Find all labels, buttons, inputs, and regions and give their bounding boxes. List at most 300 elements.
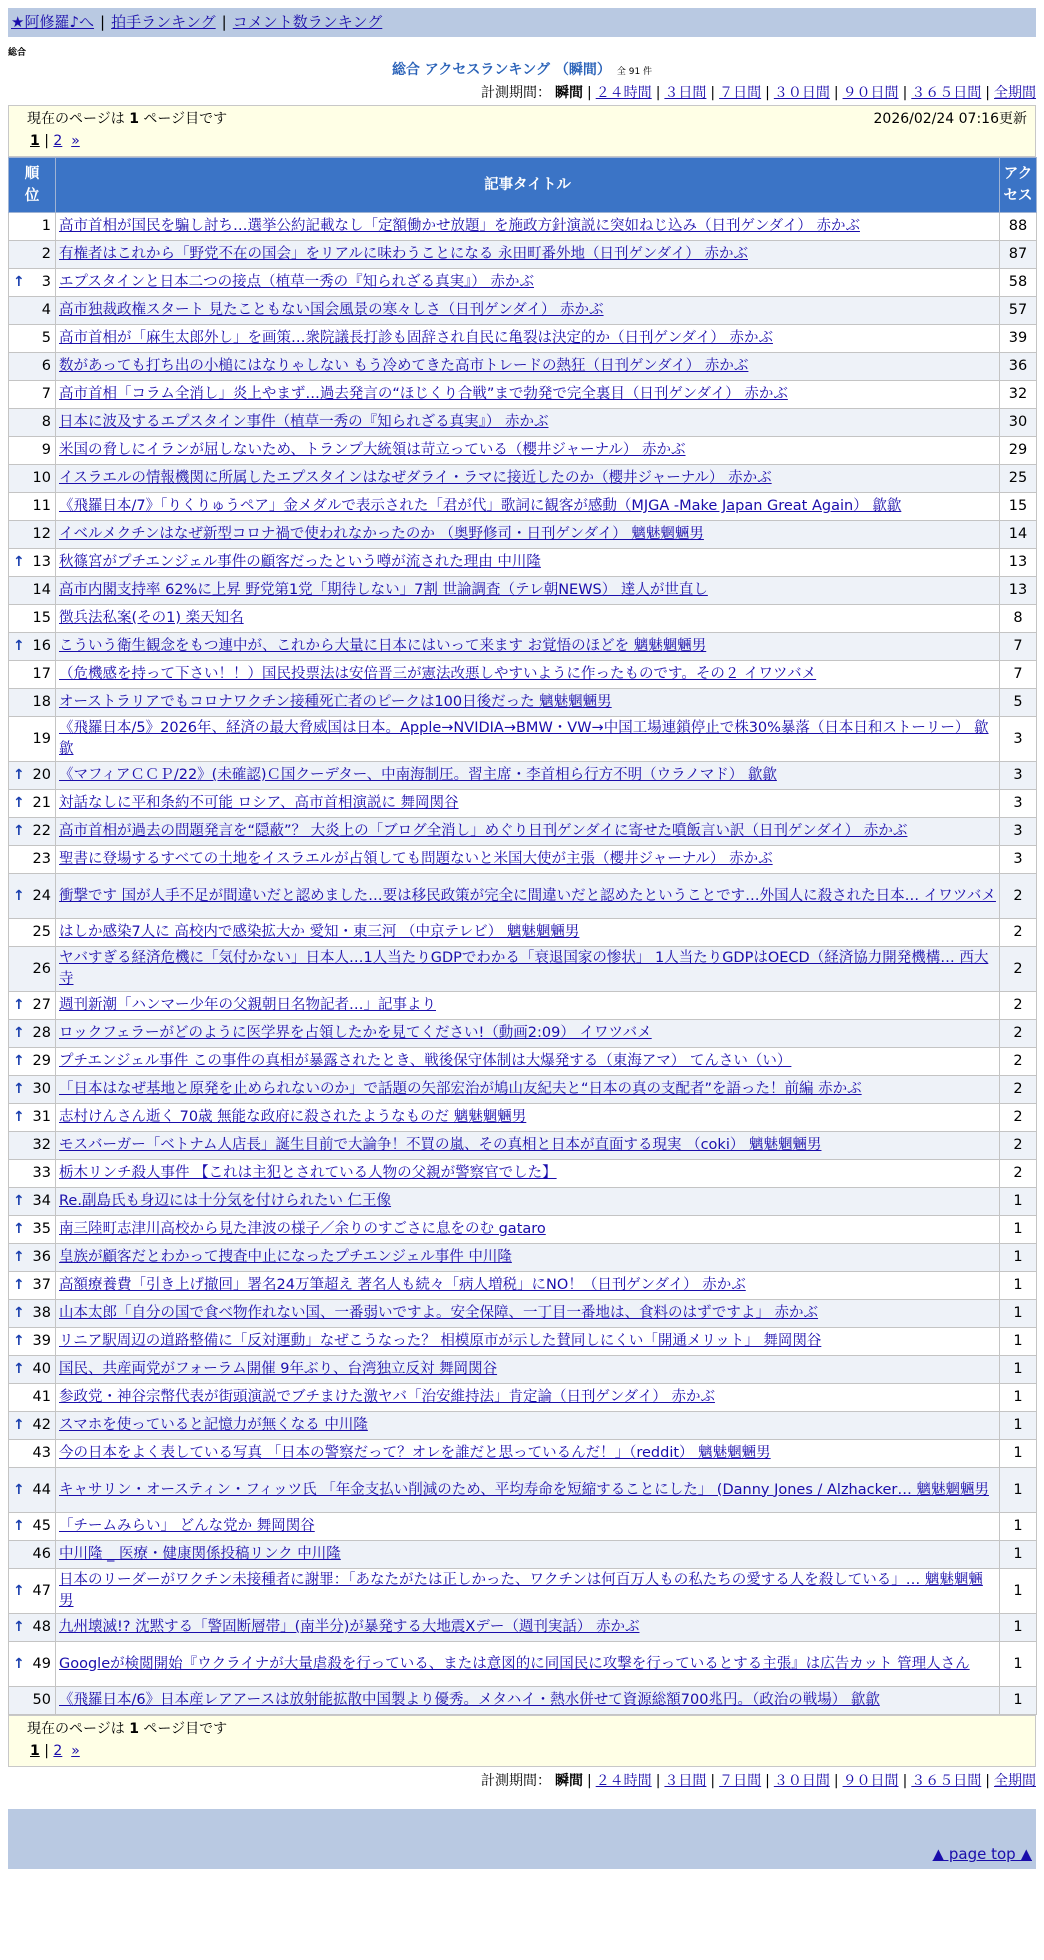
title-cell bbox=[56, 381, 1000, 409]
nav-separator: | bbox=[100, 13, 106, 31]
article-link[interactable]: リニア駅周辺の道路整備に「反対運動」なぜこうなった？ 相模原市が示した賛同しにくい「開通メリット」 舞岡関谷 bbox=[59, 1333, 822, 1349]
up-arrow-icon: ↑ bbox=[13, 1656, 25, 1672]
up-arrow-icon: ↑ bbox=[13, 1619, 25, 1635]
rank-cell bbox=[9, 992, 56, 1020]
period-option-link[interactable]: ３６５日間 bbox=[911, 85, 982, 101]
rank-cell bbox=[9, 325, 56, 353]
article-link[interactable]: こういう衛生観念をもつ連中が、これから大量に日本にはいって来ます お覚悟のほどを 魑魅魍魎男 bbox=[59, 638, 707, 654]
access-count: 1 bbox=[1000, 1384, 1037, 1412]
table-row bbox=[9, 1020, 1037, 1048]
rank-cell bbox=[9, 790, 56, 818]
title-cell bbox=[56, 1384, 1000, 1412]
rank-cell bbox=[9, 947, 56, 992]
access-count: 29 bbox=[1000, 437, 1037, 465]
period-current: 瞬間 bbox=[554, 1773, 583, 1789]
title-cell bbox=[56, 1272, 1000, 1300]
article-link[interactable]: ヤバすぎる経済危機に「気付かない」日本人…1人当たりGDPでわかる「衰退国家の惨状」 1人当たりGDPはOECD（経済協力開発機構… 西大寺 bbox=[59, 950, 989, 987]
rank-cell bbox=[9, 1160, 56, 1188]
nav-separator: | bbox=[221, 13, 227, 31]
table-row bbox=[9, 1216, 1037, 1244]
period-option-link[interactable]: ７日間 bbox=[719, 85, 762, 101]
status-box-bottom bbox=[8, 1715, 1036, 1767]
period-separator: | bbox=[765, 85, 770, 101]
period-separator: | bbox=[710, 85, 716, 101]
access-count: 13 bbox=[1000, 577, 1037, 605]
table-row bbox=[9, 790, 1037, 818]
period-option-link[interactable]: ３日間 bbox=[664, 85, 707, 101]
table-row bbox=[9, 661, 1037, 689]
period-current: 瞬間 bbox=[554, 85, 583, 101]
period-option-link[interactable]: ３０日間 bbox=[773, 85, 830, 101]
access-count: 1 bbox=[1000, 1468, 1037, 1513]
access-count: 2 bbox=[1000, 1132, 1037, 1160]
access-count: 14 bbox=[1000, 521, 1037, 549]
current-page-number: 1 bbox=[129, 1721, 139, 1737]
rank-cell bbox=[9, 269, 56, 297]
access-count: 13 bbox=[1000, 549, 1037, 577]
rank-cell bbox=[9, 605, 56, 633]
article-link[interactable]: 高市首相が過去の問題発言を“隠蔽”？ 大炎上の「ブログ全消し」めぐり日刊ゲンダイに寄せた噴飯言い訳（日刊ゲンダイ） 赤かぶ bbox=[59, 823, 908, 839]
title-cell bbox=[56, 1188, 1000, 1216]
article-link[interactable]: Re.副島氏も身辺には十分気を付けられたい 仁王像 bbox=[59, 1193, 392, 1209]
rank-number: 43 bbox=[32, 1445, 51, 1461]
table-row bbox=[9, 717, 1037, 762]
table-row bbox=[9, 1048, 1037, 1076]
article-link[interactable]: 「チームみらい」 どんな党か 舞岡関谷 bbox=[59, 1518, 315, 1534]
rank-number: 36 bbox=[32, 1249, 51, 1265]
rank-cell bbox=[9, 1440, 56, 1468]
period-separator: | bbox=[902, 1773, 908, 1789]
period-option-link[interactable]: 全期間 bbox=[994, 1773, 1036, 1789]
article-link[interactable]: 米国の脅しにイランが屈しないため、トランプ大統領は苛立っている（櫻井ジャーナル） 赤かぶ bbox=[59, 442, 686, 458]
rank-number: 12 bbox=[32, 526, 51, 542]
table-row bbox=[9, 325, 1037, 353]
period-option-link[interactable]: ３日間 bbox=[664, 1773, 707, 1789]
period-option-link[interactable]: ９０日間 bbox=[842, 1773, 899, 1789]
article-link[interactable]: キャサリン・オースティン・フィッツ氏 「年金支払い削減のため、平均寿命を短縮することにした」 (Danny Jones / Alzhacker… 魑魅魍魎男 bbox=[59, 1481, 989, 1498]
table-row bbox=[9, 1513, 1037, 1541]
pager-page-2[interactable]: 2 bbox=[53, 133, 63, 149]
period-separator: | bbox=[655, 1773, 661, 1789]
access-count: 88 bbox=[1000, 213, 1037, 241]
table-row bbox=[9, 1412, 1037, 1440]
rank-cell bbox=[9, 549, 56, 577]
table-row bbox=[9, 1188, 1037, 1216]
title-cell bbox=[56, 437, 1000, 465]
title-cell bbox=[56, 1569, 1000, 1614]
article-link[interactable]: 「日本はなぜ基地と原発を止められないのか」で話題の矢部宏治が鳩山友紀夫と“日本の真の支配者”を語った！前編 赤かぶ bbox=[59, 1081, 862, 1097]
rank-number: 28 bbox=[32, 1025, 51, 1041]
rank-cell bbox=[9, 1216, 56, 1244]
up-arrow-icon: ↑ bbox=[13, 274, 25, 290]
title-cell bbox=[56, 325, 1000, 353]
rank-cell bbox=[9, 846, 56, 874]
title-cell bbox=[56, 661, 1000, 689]
rank-number: 1 bbox=[41, 218, 51, 234]
access-count: 1 bbox=[1000, 1216, 1037, 1244]
title-cell bbox=[56, 549, 1000, 577]
ranking-title-row bbox=[8, 59, 1036, 81]
article-link[interactable]: 皇族が顧客だとわかって捜査中止になったプチエンジェル事件 中川隆 bbox=[59, 1249, 512, 1265]
rank-number: 2 bbox=[41, 246, 51, 262]
table-row bbox=[9, 493, 1037, 521]
up-arrow-icon: ↑ bbox=[13, 1193, 25, 1209]
access-count: 2 bbox=[1000, 947, 1037, 992]
rank-cell bbox=[9, 633, 56, 661]
col-count-header: アクセス bbox=[1000, 158, 1037, 213]
rank-number: 27 bbox=[32, 997, 51, 1013]
rank-number: 45 bbox=[32, 1518, 51, 1534]
rank-number: 23 bbox=[32, 851, 51, 867]
table-row bbox=[9, 818, 1037, 846]
title-cell bbox=[56, 297, 1000, 325]
table-row bbox=[9, 689, 1037, 717]
pager-bottom bbox=[27, 1740, 1023, 1762]
article-link[interactable]: ロックフェラーがどのように医学界を占領したかを見てください!（動画2:09） イワツバメ bbox=[59, 1025, 652, 1041]
home-link[interactable]: ★阿修羅♪へ bbox=[11, 13, 95, 31]
rank-cell bbox=[9, 919, 56, 947]
title-cell bbox=[56, 1468, 1000, 1513]
up-arrow-icon: ↑ bbox=[13, 1277, 25, 1293]
rank-number: 42 bbox=[32, 1417, 51, 1433]
article-link[interactable]: 高市首相が国民を騙し討ち…選挙公約記載なし「定額働かせ放題」を施政方針演説に突如ねじ込み（日刊ゲンダイ） 赤かぶ bbox=[59, 218, 860, 234]
title-cell bbox=[56, 919, 1000, 947]
footer-bar bbox=[8, 1809, 1036, 1839]
access-count: 36 bbox=[1000, 353, 1037, 381]
article-link[interactable]: 《飛羅日本/6》日本産レアアースは放射能拡散中国製より優秀。メタハイ・熱水併せて資源総額700兆円。（政治の戦場） 歙歙 bbox=[59, 1692, 880, 1708]
rank-cell bbox=[9, 521, 56, 549]
table-row bbox=[9, 465, 1037, 493]
access-count: 3 bbox=[1000, 762, 1037, 790]
status-box bbox=[8, 105, 1036, 157]
up-arrow-icon: ↑ bbox=[13, 795, 25, 811]
pager-page-2[interactable]: 2 bbox=[53, 1743, 63, 1759]
article-link[interactable]: 週刊新潮「ハンマー少年の父親朝日名物記者…」記事より bbox=[59, 997, 436, 1013]
up-arrow-icon: ↑ bbox=[13, 1333, 25, 1349]
access-count: 1 bbox=[1000, 1569, 1037, 1614]
article-link[interactable]: 志村けんさん逝く 70歳 無能な政府に殺されたようなものだ 魑魅魍魎男 bbox=[59, 1109, 527, 1125]
current-page-prefix: 現在のページは bbox=[27, 111, 125, 127]
pager-separator: | bbox=[44, 1743, 49, 1759]
table-row bbox=[9, 1356, 1037, 1384]
rank-number: 10 bbox=[32, 470, 51, 486]
period-separator: | bbox=[902, 85, 908, 101]
access-count: 1 bbox=[1000, 1440, 1037, 1468]
rank-cell bbox=[9, 1244, 56, 1272]
article-link[interactable]: 聖書に登場するすべての土地をイスラエルが占領しても問題ないと米国大使が主張（櫻井ジャーナル） 赤かぶ bbox=[59, 851, 773, 867]
article-link[interactable]: 九州壊滅!? 沈黙する「警固断層帯」(南半分)が暴発する大地震Xデー（週刊実話） 赤かぶ bbox=[59, 1619, 640, 1635]
rank-number: 25 bbox=[32, 924, 51, 940]
article-link[interactable]: 南三陸町志津川高校から見た津波の様子／余りのすごさに息をのむ gataro bbox=[59, 1221, 546, 1237]
article-link[interactable]: 秋篠宮がプチエンジェル事件の顧客だったという噂が流された理由 中川隆 bbox=[59, 554, 541, 570]
period-label: 計測期間： bbox=[480, 1773, 551, 1789]
rank-cell bbox=[9, 1356, 56, 1384]
access-count: 32 bbox=[1000, 381, 1037, 409]
article-link[interactable]: （危機感を持って下さい！！）国民投票法は安倍晋三が憲法改悪しやすいように作ったものです。その２ イワツバメ bbox=[59, 666, 817, 682]
rank-number: 32 bbox=[32, 1137, 51, 1153]
title-cell bbox=[56, 465, 1000, 493]
rank-cell bbox=[9, 1076, 56, 1104]
article-link[interactable]: 今の日本をよく表している写真 「日本の警察だって？オレを誰だと思っているんだ！」（reddit） 魑魅魍魎男 bbox=[59, 1445, 771, 1461]
article-link[interactable]: 山本太郎「自分の国で食べ物作れない国、一番弱いですよ。安全保障、一丁目一番地は、食料のはずですよ」 赤かぶ bbox=[59, 1305, 819, 1321]
title-cell bbox=[56, 1412, 1000, 1440]
article-link[interactable]: 衝撃です 国が人手不足が間違いだと認めました…要は移民政策が完全に間違いだと認めたということです…外国人に殺された日本… イワツバメ bbox=[59, 887, 996, 904]
table-row bbox=[9, 353, 1037, 381]
period-label: 計測期間： bbox=[480, 85, 551, 101]
access-count: 1 bbox=[1000, 1244, 1037, 1272]
table-row bbox=[9, 1642, 1037, 1687]
article-link[interactable]: 《マフィアＣＣＰ/22》(未確認)Ｃ国クーデター、中南海制圧。習主席・李首相ら行方不明（ウラノマド） 歙歙 bbox=[59, 767, 777, 783]
period-option-link[interactable]: ３６５日間 bbox=[911, 1773, 982, 1789]
period-option-link[interactable]: 全期間 bbox=[994, 85, 1036, 101]
title-cell bbox=[56, 493, 1000, 521]
article-link[interactable]: モスバーガー「ベトナム人店長」誕生目前で大論争！不買の嵐、その真相と日本が直面する現実 （coki） 魑魅魍魎男 bbox=[59, 1137, 822, 1153]
rank-number: 35 bbox=[32, 1221, 51, 1237]
table-row bbox=[9, 213, 1037, 241]
rank-number: 31 bbox=[32, 1109, 51, 1125]
table-row bbox=[9, 521, 1037, 549]
rank-cell bbox=[9, 1300, 56, 1328]
rank-number: 22 bbox=[32, 823, 51, 839]
col-rank-header: 順位 bbox=[9, 158, 56, 213]
period-selector bbox=[8, 81, 1036, 105]
period-option-link[interactable]: ２４時間 bbox=[595, 1773, 652, 1789]
rank-number: 29 bbox=[32, 1053, 51, 1069]
up-arrow-icon: ↑ bbox=[13, 997, 25, 1013]
access-count: 87 bbox=[1000, 241, 1037, 269]
period-separator: | bbox=[586, 1773, 592, 1789]
article-link[interactable]: プチエンジェル事件 この事件の真相が暴露されたとき、戦後保守体制は大爆発する（東海アマ） てんさい（い） bbox=[59, 1053, 792, 1069]
pager-next[interactable]: » bbox=[71, 1743, 80, 1759]
table-row bbox=[9, 762, 1037, 790]
current-page-suffix: ページ目です bbox=[143, 1721, 228, 1737]
title-cell bbox=[56, 409, 1000, 437]
table-row bbox=[9, 1272, 1037, 1300]
title-cell bbox=[56, 947, 1000, 992]
article-link[interactable]: 有権者はこれから「野党不在の国会」をリアルに味わうことになる 永田町番外地（日刊ゲンダイ） 赤かぶ bbox=[59, 246, 748, 262]
title-cell bbox=[56, 1020, 1000, 1048]
rank-cell bbox=[9, 1569, 56, 1614]
up-arrow-icon: ↑ bbox=[13, 1081, 25, 1097]
period-option-link[interactable]: ２４時間 bbox=[595, 85, 652, 101]
up-arrow-icon: ↑ bbox=[13, 1417, 25, 1433]
rank-cell bbox=[9, 1513, 56, 1541]
title-cell bbox=[56, 992, 1000, 1020]
col-title-header: 記事タイトル bbox=[56, 158, 1000, 213]
section-label: 総合 bbox=[8, 48, 27, 58]
table-row bbox=[9, 269, 1037, 297]
period-separator: | bbox=[833, 85, 839, 101]
article-link[interactable]: 国民、共産両党がフォーラム開催 9年ぶり、台湾独立反対 舞岡関谷 bbox=[59, 1361, 498, 1377]
rank-cell bbox=[9, 1132, 56, 1160]
rank-cell bbox=[9, 762, 56, 790]
period-separator: | bbox=[985, 1773, 990, 1789]
article-link[interactable]: 対話なしに平和条約不可能 ロシア、高市首相演説に 舞岡関谷 bbox=[59, 795, 459, 811]
pager-current: 1 bbox=[30, 133, 40, 149]
period-separator: | bbox=[655, 85, 661, 101]
up-arrow-icon: ↑ bbox=[13, 1482, 25, 1498]
article-link[interactable]: 高市首相が「麻生太郎外し」を画策…衆院議長打診も固辞され自民に亀裂は決定的か（日刊ゲンダイ） 赤かぶ bbox=[59, 330, 773, 346]
article-link[interactable]: エプスタインと日本二つの接点（植草一秀の『知られざる真実』） 赤かぶ bbox=[59, 274, 534, 290]
access-count: 1 bbox=[1000, 1614, 1037, 1642]
title-cell bbox=[56, 1328, 1000, 1356]
title-cell bbox=[56, 762, 1000, 790]
rank-number: 3 bbox=[41, 274, 51, 290]
ranking-title: 総合 アクセスランキング （瞬間） bbox=[391, 62, 611, 78]
access-count: 1 bbox=[1000, 1687, 1037, 1715]
rank-number: 18 bbox=[32, 694, 51, 710]
title-cell bbox=[56, 1541, 1000, 1569]
access-count: 1 bbox=[1000, 1272, 1037, 1300]
rank-number: 50 bbox=[32, 1692, 51, 1708]
access-count: 2 bbox=[1000, 1048, 1037, 1076]
rank-cell bbox=[9, 577, 56, 605]
table-row bbox=[9, 1160, 1037, 1188]
access-count: 1 bbox=[1000, 1356, 1037, 1384]
rank-cell bbox=[9, 465, 56, 493]
table-row bbox=[9, 1244, 1037, 1272]
rank-cell bbox=[9, 1104, 56, 1132]
table-row bbox=[9, 633, 1037, 661]
rank-number: 11 bbox=[32, 498, 51, 514]
current-page-number: 1 bbox=[129, 111, 139, 127]
pager-next[interactable]: » bbox=[71, 133, 80, 149]
current-page-text bbox=[27, 1718, 1023, 1740]
rank-number: 6 bbox=[41, 358, 51, 374]
period-option-link[interactable]: ３０日間 bbox=[773, 1773, 830, 1789]
rank-cell bbox=[9, 1412, 56, 1440]
article-link[interactable]: はしか感染7人に 高校内で感染拡大か 愛知・東三河 （中京テレビ） 魑魅魍魎男 bbox=[59, 924, 580, 940]
footer-link-bar bbox=[8, 1839, 1036, 1869]
article-link[interactable]: 高額療養費「引き上げ撤回」署名24万筆超え 著名人も続々「病人増税」にNO！（日刊ゲンダイ） 赤かぶ bbox=[59, 1277, 746, 1293]
rank-number: 47 bbox=[32, 1582, 51, 1599]
rank-number: 7 bbox=[41, 386, 51, 402]
table-row bbox=[9, 241, 1037, 269]
table-row bbox=[9, 874, 1037, 919]
clap-ranking-link[interactable]: 拍手ランキング bbox=[111, 13, 216, 31]
rank-cell bbox=[9, 381, 56, 409]
table-header-row bbox=[9, 158, 1037, 213]
rank-cell bbox=[9, 661, 56, 689]
title-cell bbox=[56, 1132, 1000, 1160]
rank-number: 40 bbox=[32, 1361, 51, 1377]
rank-number: 19 bbox=[32, 730, 51, 747]
access-count: 2 bbox=[1000, 1020, 1037, 1048]
article-link[interactable]: 《飛羅日本/7》「りくりゅうペア」金メダルで表示された「君が代」歌詞に観客が感動（MJGA -Make Japan Great Again） 歙歙 bbox=[59, 498, 902, 514]
total-count: 全 91 件 bbox=[616, 67, 653, 77]
article-link[interactable]: 高市内閣支持率 62%に上昇 野党第1党「期待しない」7割 世論調査（テレ朝NEWS） 達人が世直し bbox=[59, 582, 708, 598]
up-arrow-icon: ↑ bbox=[13, 823, 25, 839]
pager-current: 1 bbox=[30, 1743, 40, 1759]
article-link[interactable]: 数があっても打ち出の小槌にはなりゃしない もう冷めてきた高市トレードの熱狂（日刊ゲンダイ） 赤かぶ bbox=[59, 358, 749, 374]
access-count: 15 bbox=[1000, 493, 1037, 521]
access-count: 1 bbox=[1000, 1328, 1037, 1356]
article-link[interactable]: 日本のリーダーがワクチン未接種者に謝罪：「あなたがたは正しかった、ワクチンは何百万人もの私たちの愛する人を殺している」… 魑魅魍魎男 bbox=[59, 1572, 983, 1609]
table-row bbox=[9, 919, 1037, 947]
article-link[interactable]: 栃木リンチ殺人事件 【これは主犯とされている人物の父親が警察官でした】 bbox=[59, 1165, 557, 1181]
title-cell bbox=[56, 353, 1000, 381]
access-count: 3 bbox=[1000, 717, 1037, 762]
article-link[interactable]: Googleが検閲開始『ウクライナが大量虐殺を行っている、または意図的に同国民に攻撃を行っているとする主張』は広告カット 管理人さん bbox=[59, 1655, 970, 1672]
article-link[interactable]: 日本に波及するエプスタイン事件（植草一秀の『知られざる真実』） 赤かぶ bbox=[59, 414, 549, 430]
title-cell bbox=[56, 1513, 1000, 1541]
rank-cell bbox=[9, 297, 56, 325]
period-option-link[interactable]: ７日間 bbox=[719, 1773, 762, 1789]
title-cell bbox=[56, 717, 1000, 762]
table-row bbox=[9, 1569, 1037, 1614]
table-row bbox=[9, 1328, 1037, 1356]
top-nav-bar bbox=[8, 8, 1036, 37]
table-row bbox=[9, 1076, 1037, 1104]
rank-number: 15 bbox=[32, 610, 51, 626]
up-arrow-icon: ↑ bbox=[13, 638, 25, 654]
access-count: 58 bbox=[1000, 269, 1037, 297]
pager bbox=[27, 130, 1023, 152]
rank-number: 38 bbox=[32, 1305, 51, 1321]
page-top-link[interactable]: ▲ page top ▲ bbox=[932, 1845, 1032, 1863]
up-arrow-icon: ↑ bbox=[13, 1361, 25, 1377]
rank-cell bbox=[9, 1384, 56, 1412]
article-link[interactable]: スマホを使っていると記憶力が無くなる 中川隆 bbox=[59, 1417, 368, 1433]
article-link[interactable]: イスラエルの情報機関に所属したエプスタインはなぜダライ・ラマに接近したのか（櫻井ジャーナル） 赤かぶ bbox=[59, 470, 772, 486]
period-option-link[interactable]: ９０日間 bbox=[842, 85, 899, 101]
article-link[interactable]: イベルメクチンはなぜ新型コロナ禍で使われなかったのか （奥野修司・日刊ゲンダイ） 魑魅魍魎男 bbox=[59, 526, 704, 542]
table-row bbox=[9, 577, 1037, 605]
article-link[interactable]: 徴兵法私案(その1) 楽天知名 bbox=[59, 610, 244, 626]
rank-number: 14 bbox=[32, 582, 51, 598]
article-link[interactable]: 高市首相「コラム全消し」炎上やまず…過去発言の“ほじくり合戦”まで勃発で完全裏目（日刊ゲンダイ） 赤かぶ bbox=[59, 386, 788, 402]
rank-number: 5 bbox=[41, 330, 51, 346]
title-cell bbox=[56, 1244, 1000, 1272]
article-link[interactable]: オーストラリアでもコロナワクチン接種死亡者のピークは100日後だった 魑魅魍魎男 bbox=[59, 694, 612, 710]
rank-cell bbox=[9, 818, 56, 846]
article-link[interactable]: 中川隆 _ 医療・健康関係投稿リンク 中川隆 bbox=[59, 1546, 341, 1562]
up-arrow-icon: ↑ bbox=[13, 888, 25, 904]
title-cell bbox=[56, 818, 1000, 846]
up-arrow-icon: ↑ bbox=[13, 1249, 25, 1265]
rank-cell bbox=[9, 437, 56, 465]
access-count: 30 bbox=[1000, 409, 1037, 437]
title-cell bbox=[56, 790, 1000, 818]
access-count: 2 bbox=[1000, 992, 1037, 1020]
article-link[interactable]: 参政党・神谷宗幣代表が街頭演説でブチまけた激ヤバ「治安維持法」肯定論（日刊ゲンダイ） 赤かぶ bbox=[59, 1389, 715, 1405]
table-row bbox=[9, 297, 1037, 325]
rank-cell bbox=[9, 1272, 56, 1300]
title-cell bbox=[56, 874, 1000, 919]
up-arrow-icon: ↑ bbox=[13, 1053, 25, 1069]
table-row bbox=[9, 992, 1037, 1020]
article-link[interactable]: 高市独裁政権スタート 見たこともない国会風景の寒々しさ（日刊ゲンダイ） 赤かぶ bbox=[59, 302, 604, 318]
title-cell bbox=[56, 846, 1000, 874]
rank-cell bbox=[9, 874, 56, 919]
title-cell bbox=[56, 1687, 1000, 1715]
rank-number: 9 bbox=[41, 442, 51, 458]
rank-cell bbox=[9, 1048, 56, 1076]
table-row bbox=[9, 1687, 1037, 1715]
period-separator: | bbox=[586, 85, 592, 101]
title-cell bbox=[56, 1160, 1000, 1188]
access-count: 1 bbox=[1000, 1300, 1037, 1328]
access-count: 3 bbox=[1000, 846, 1037, 874]
article-link[interactable]: 《飛羅日本/5》2026年、経済の最大脅威国は日本。Apple→NVIDIA→BMW・VW→中国工場連鎖停止で株30%暴落（日本日和ストーリー） 歙歙 bbox=[59, 720, 989, 757]
comment-ranking-link[interactable]: コメント数ランキング bbox=[232, 13, 383, 31]
rank-number: 13 bbox=[32, 554, 51, 570]
up-arrow-icon: ↑ bbox=[13, 1583, 25, 1599]
rank-cell bbox=[9, 409, 56, 437]
rank-cell bbox=[9, 1541, 56, 1569]
updated-timestamp: 2026/02/24 07:16更新 bbox=[873, 111, 1027, 127]
period-separator: | bbox=[710, 1773, 716, 1789]
